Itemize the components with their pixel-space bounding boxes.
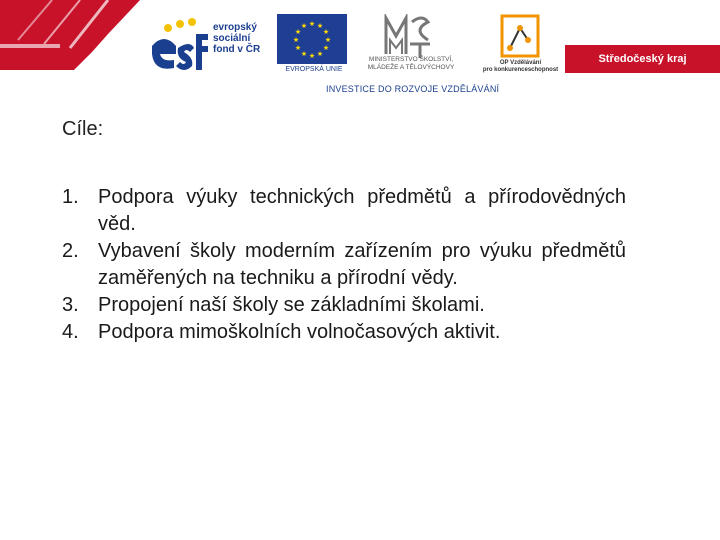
msmt-caption-line: MINISTERSTVO ŠKOLSTVÍ, — [368, 56, 454, 63]
svg-text:★: ★ — [316, 22, 324, 30]
list-item-number: 1. — [62, 186, 79, 208]
goals-list — [62, 184, 626, 346]
list-item — [62, 292, 626, 319]
svg-text:★: ★ — [294, 28, 302, 36]
esf-logo — [150, 14, 270, 76]
list-item-number: 2. — [62, 240, 79, 262]
svg-text:★: ★ — [316, 50, 324, 58]
msmt-caption — [336, 56, 486, 72]
svg-text:★: ★ — [322, 44, 330, 52]
list-item-number: 4. — [62, 321, 79, 343]
list-item-number: 3. — [62, 294, 79, 316]
svg-text:★: ★ — [322, 28, 330, 36]
eu-caption: EVROPSKÁ UNIE — [285, 66, 343, 73]
op-caption-line: pro konkurenceschopnost — [482, 67, 559, 73]
list-item-text: Podpora výuky technických předmětů a přírodovědných věd. — [98, 186, 626, 235]
svg-text:★: ★ — [308, 20, 316, 28]
svg-text:★: ★ — [324, 36, 332, 44]
list-item — [62, 184, 626, 238]
svg-text:★: ★ — [300, 22, 308, 30]
list-item-text: Podpora mimoškolních volnočasových aktivit. — [98, 321, 501, 343]
svg-text:★: ★ — [292, 36, 300, 44]
esf-label — [213, 22, 260, 55]
investice-tagline: INVESTICE DO ROZVOJE VZDĚLÁVÁNÍ — [326, 84, 500, 94]
list-item-text: Vybavení školy moderním zařízením pro výuku předmětů zaměřených na techniku a přírodní vědy. — [98, 240, 626, 289]
page-heading: Cíle: — [62, 118, 104, 140]
msmt-caption-line: MLÁDEŽE A TĚLOVÝCHOVY — [367, 64, 455, 71]
stredocesky-kraj-logo: Středočeský kraj — [565, 45, 720, 73]
svg-text:★: ★ — [300, 50, 308, 58]
list-item-text: Propojení naší školy se základními školami. — [98, 294, 485, 316]
op-caption-line: OP Vzdělávání — [499, 60, 542, 66]
logo-bar — [0, 0, 720, 100]
esf-label-line: evropský — [213, 22, 257, 33]
esf-label-line: sociální — [213, 33, 251, 44]
op-logo — [490, 14, 550, 62]
list-item — [62, 319, 626, 346]
esf-label-line: fond v ČR — [213, 44, 261, 55]
svg-text:★: ★ — [308, 52, 316, 60]
list-item — [62, 238, 626, 292]
svg-text:★: ★ — [294, 44, 302, 52]
op-caption — [478, 60, 563, 74]
